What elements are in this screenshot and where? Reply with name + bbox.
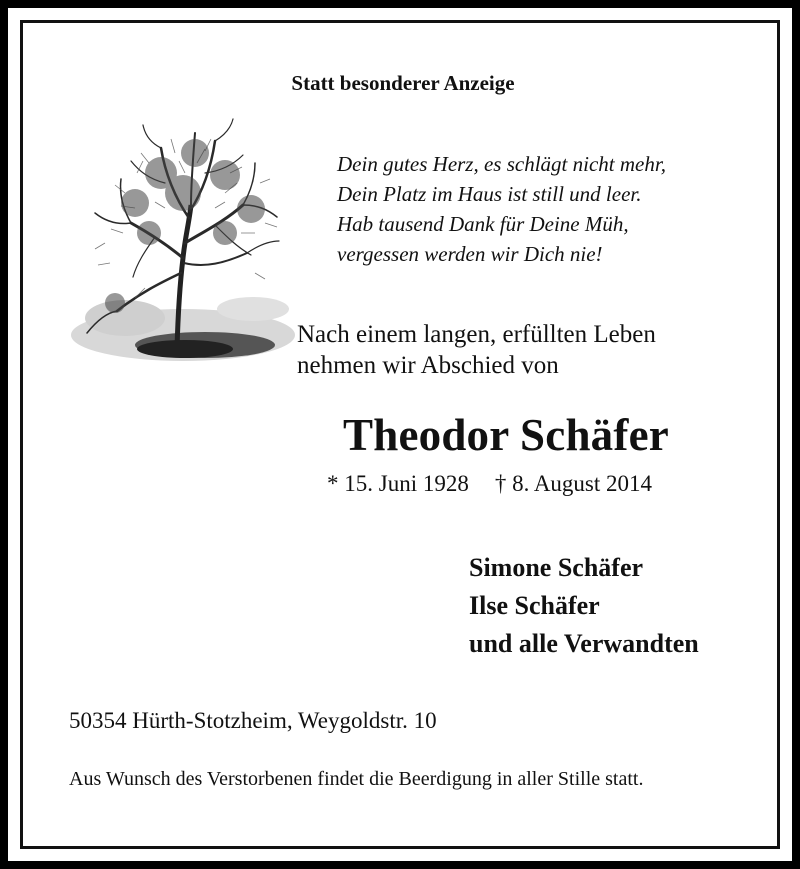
poem-line: vergessen werden wir Dich nie! <box>337 242 603 266</box>
birth-date: * 15. Juni 1928 <box>327 471 469 496</box>
mourners <box>469 549 699 663</box>
poem-line: Hab tausend Dank für Deine Müh, <box>337 212 629 236</box>
obituary-frame <box>20 20 780 849</box>
poem-line: Dein gutes Herz, es schlägt nicht mehr, <box>337 152 666 176</box>
mourner-name: Simone Schäfer <box>469 553 644 582</box>
intro-line: Nach einem langen, erfüllten Leben <box>297 321 656 348</box>
mourner-name: Ilse Schäfer <box>469 591 600 620</box>
obituary-sheet <box>8 8 792 861</box>
life-dates <box>327 471 652 497</box>
funeral-note: Aus Wunsch des Verstorbenen findet die Beerdigung in aller Stille statt. <box>69 768 644 790</box>
heading: Statt besonderer Anzeige <box>291 71 515 95</box>
intro-line: nehmen wir Abschied von <box>297 352 559 379</box>
deceased-name: Theodor Schäfer <box>343 410 669 460</box>
death-date: † 8. August 2014 <box>494 471 653 496</box>
address: 50354 Hürth-Stotzheim, Weygoldstr. 10 <box>69 708 437 733</box>
mourner-name: und alle Verwandten <box>469 629 699 658</box>
intro-text <box>297 319 656 381</box>
poem-line: Dein Platz im Haus ist still und leer. <box>337 182 642 206</box>
poem <box>337 149 666 269</box>
tree-icon <box>65 113 297 375</box>
